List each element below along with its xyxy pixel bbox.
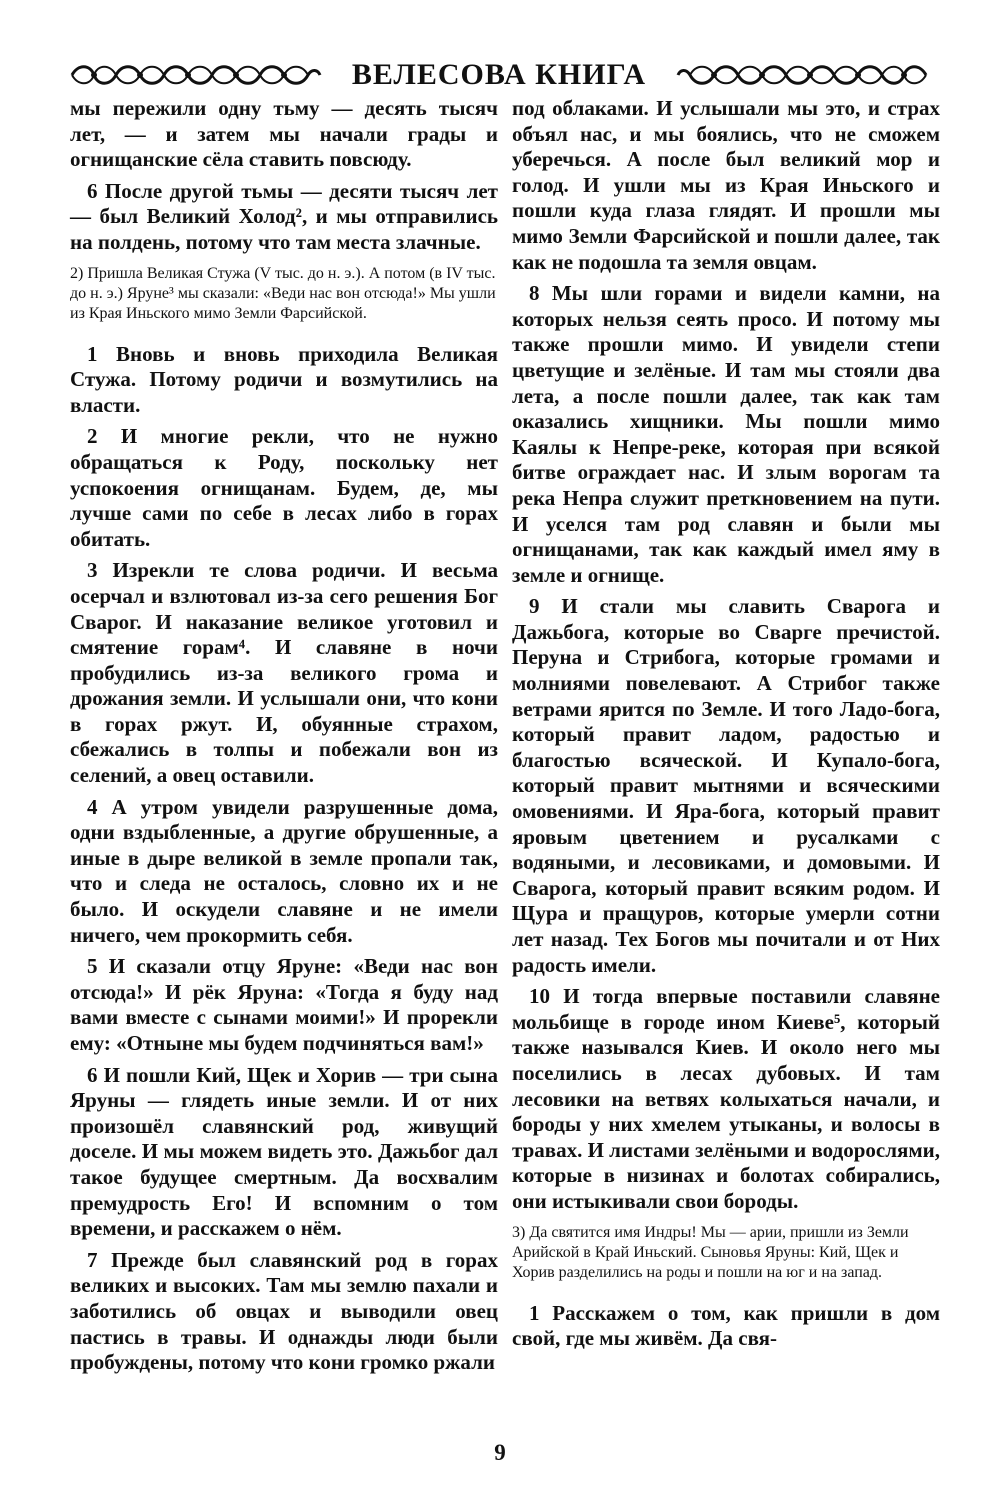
paragraph: 2 И многие рекли, что не нужно обращаться к Роду, поскольку нет успокоения огнищанам. Будем, де, мы лучше сами по себе в лесах либо в горах обитать.	[70, 424, 498, 551]
paragraph: мы пережили одну тьму — десять тысяч лет, — и затем мы начали грады и огнищанские сёла ставить повсюду.	[70, 96, 498, 172]
running-title: ВЕЛЕСОВА КНИГА	[351, 58, 647, 91]
paragraph: 3 Изрекли те слова родичи. И весьма осерчал и взлютовал из-за сего решения Бог Сварог. И наказание великое уготовил и смятение горам⁴. И славяне в ночи пробудились из-за великого грома и дрожания земли. И услышали они, что кони в горах ржут. И, обуянные страхом, сбежались в толпы и побежали вон из селений, а овец оставили.	[70, 558, 498, 788]
right-column	[512, 96, 940, 1358]
footnote: 3) Да святится имя Индры! Мы — арии, пришли из Земли Арийской в Край Иньский. Сыновья Яруны: Кий, Щек и Хорив разделились на роды и пошли на юг и на запад.	[512, 1223, 909, 1281]
paragraph: 10 И тогда впервые поставили славяне мольбище в городе ином Киеве⁵, который также назывался Киев. И около него мы поселились в лесах дубовых. И там лесовики на ветвях колыхаться начали, и бороды у них хмелем утыканы, и волосы в травах. И листами зелёными и водорослями, которые в низинах и болотах собирались, они истыкивали свои бороды.	[512, 984, 940, 1213]
footnote: 2) Пришла Великая Стужа (V тыс. до н. э.). А потом (в IV тыс. до н. э.) Яруне³ мы сказали: «Веди нас вон отсюда!» Мы ушли из Края Иньского мимо Земли Фарсийской.	[70, 264, 496, 322]
paragraph: 8 Мы шли горами и видели камни, на которых нельзя сеять просо. И потому мы также прошли мимо. И увидели степи цветущие и зелёные. И там мы стояли два лета, а после пошли далее, так как там оказались хищники. Мы пошли мимо Каялы к Непре-реке, которая при всякой битве ограждает нас. И злым ворогам та река Непра служит преткновением на пути. И уселся там род славян и были мы огнищанами, так как каждый имел яму в земле и огнище.	[512, 281, 940, 587]
ornament-right-icon	[675, 60, 930, 90]
paragraph: 7 Прежде был славянский род в горах великих и высоких. Там мы землю пахали и заботились об овцах и выводили овец пастись в травы. И однажды люди были пробуждены, потому что кони громко ржали	[70, 1247, 498, 1375]
paragraph: 6 После другой тьмы — десяти тысяч лет — был Великий Холод², и мы отправились на полдень, потому что там места злачные.	[70, 178, 498, 254]
running-header	[68, 54, 930, 96]
paragraph: 6 И пошли Кий, Щек и Хорив — три сына Яруны — глядеть иные земли. И от них произошёл славянский род, живущий доселе. И мы можем видеть это. Дажьбог дал такое будущее смертным. Да восхвалим премудрость Его! И вспомним о том времени, и расскажем о нём.	[70, 1062, 498, 1241]
left-column	[70, 96, 498, 1382]
paragraph: 1 Вновь и вновь приходила Великая Стужа. Потому родичи и возмутились на власти.	[70, 341, 498, 417]
ornament-left-icon	[68, 60, 323, 90]
paragraph: 4 А утром увидели разрушенные дома, одни вздыбленные, а другие обрушенные, а иные в дыре великой в земле пропали так, что и следа не осталось, словно их и не было. И оскудели славяне и не имели ничего, чем прокормить себя.	[70, 794, 498, 947]
paragraph: 1 Расскажем о том, как пришли в дом свой, где мы живём. Да свя-	[512, 1300, 940, 1351]
paragraph: 5 И сказали отцу Яруне: «Веди нас вон отсюда!» И рёк Яруна: «Тогда я буду над вами вместе с сынами моими!» И прорекли ему: «Отныне мы будем подчиняться вам!»	[70, 954, 498, 1055]
paragraph: 9 И стали мы славить Сварога и Дажьбога, которые во Сварге пречистой. Перуна и Стрибога, которые громами и молниями повелевают. А Стрибог также ветрами ярится по Земле. И того Ладо-бога, который правит ладом, радостью и благостью всяческой. И Купало-бога, который правит мытнями и всяческими омовениями. И Яра-бога, который правит яровым цветением и русалками с водяными, и лесовиками, и домовыми. И Сварога, который правит всяким родом. И Щура и пращуров, которые умерли сотни лет назад. Тех Богов мы почитали и от Них радость имели.	[512, 594, 940, 977]
page-number: 9	[494, 1440, 506, 1465]
paragraph: под облаками. И услышали мы это, и страх объял нас, и мы боялись, что не сможем уберечься. А после был великий мор и голод. И ушли мы из Края Иньского и пошли куда глаза глядят. И прошли мы мимо Земли Фарсийской и пошли далее, так как не подошла та земля овцам.	[512, 96, 940, 274]
